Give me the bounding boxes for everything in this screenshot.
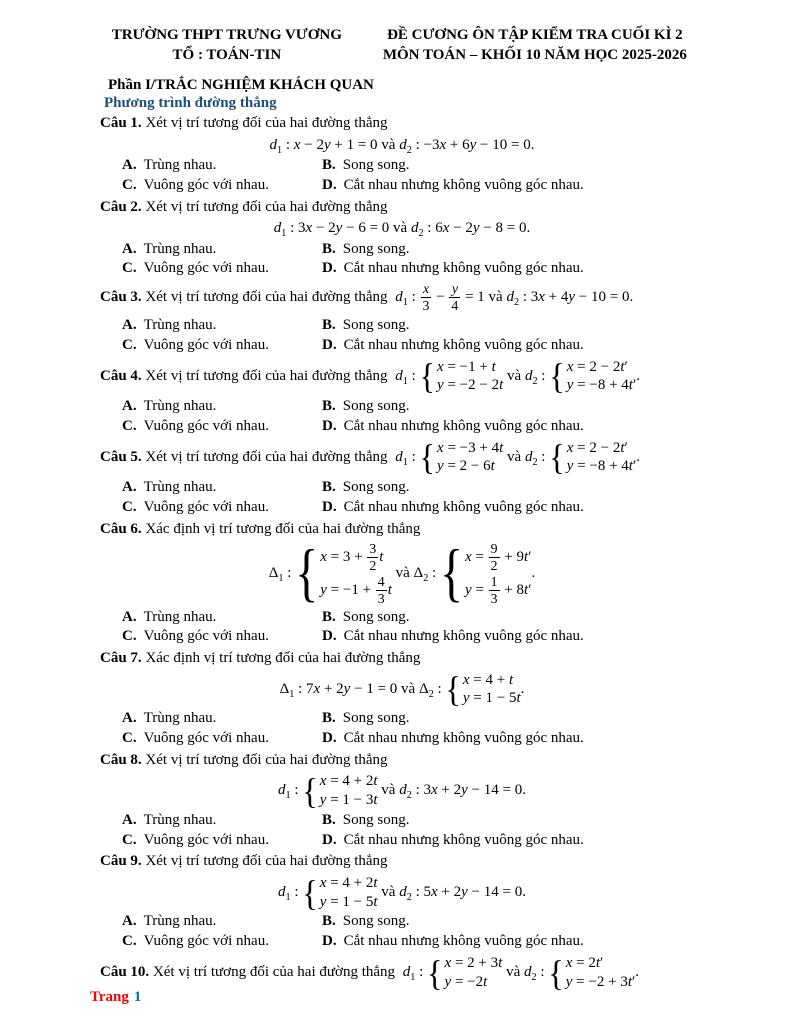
exam-title-line2: MÔN TOÁN – KHỐI 10 NĂM HỌC 2025-2026 (382, 46, 687, 63)
fraction: $\frac{x}{3}$ (422, 281, 430, 314)
question-4 (100, 358, 704, 437)
option-row (122, 240, 704, 260)
option-row (122, 627, 704, 647)
option-b: B. Song song. (322, 240, 410, 257)
equation-system: { x = 2 − 2t′ y = −8 + 4t′ (549, 437, 637, 478)
equation-system: { x = $\frac{9}{2}$ + 9t′ y = $\frac{1}{3}$ + 8t′ (439, 537, 532, 610)
option-a: A. Trùng nhau. (122, 157, 217, 173)
question-stem: Xét vị trí tương đối của hai đường thẳng (145, 115, 388, 131)
option-row (122, 709, 704, 729)
option-row (122, 498, 704, 518)
option-b: B. Song song. (322, 811, 410, 828)
option-c: C. Vuông góc với nhau. (122, 831, 269, 848)
option-a: A. Trùng nhau. (122, 913, 217, 930)
option-d: D. Cắt nhau nhưng không vuông góc nhau. (322, 417, 584, 434)
question-label: Câu 2. (100, 198, 142, 215)
school-name: TRƯỜNG THPT TRƯNG VƯƠNG (111, 27, 342, 43)
question-label: Câu 7. (100, 650, 142, 667)
option-row (122, 608, 704, 628)
question-label: Câu 8. (100, 751, 142, 768)
option-a: A. Trùng nhau. (122, 608, 217, 625)
option-row (122, 831, 704, 851)
question-options (100, 811, 704, 851)
option-row (122, 316, 704, 336)
question-options (100, 912, 704, 952)
option-row (122, 176, 704, 196)
question-math: $d_1$ : { x = 4 + 2t y = 1 − 3t và $d_2$ : 3x + 2y − 14 = 0. (278, 771, 526, 811)
question-stem: Xét vị trí tương đối của hai đường thẳng (145, 367, 388, 384)
question-6 (100, 520, 704, 648)
option-a: A. Trùng nhau. (122, 316, 217, 333)
equation-system: { x = −3 + 4t y = 2 − 6t (419, 437, 504, 478)
question-options (100, 709, 704, 749)
question-math: $d_1$ : { x = −1 + t y = −2 − 2t và $d_2$ : { x = 2 − 2t′ y = −8 + 4t′ . (395, 356, 640, 396)
option-c: C. Vuông góc với nhau. (122, 417, 269, 434)
option-b: B. Song song. (322, 398, 410, 414)
option-row (122, 729, 704, 749)
option-row (122, 478, 704, 498)
question-stem: Xét vị trí tương đối của hai đường thẳng (145, 448, 388, 465)
equation-system: { x = −1 + t y = −2 − 2t (419, 356, 504, 396)
equation-system: { x = 3 + $\frac{3}{2}$ t y = −1 + $\frac{4}{3}$ t (295, 537, 392, 610)
department-name: TỔ : TOÁN-TIN (172, 46, 282, 63)
question-10 (100, 954, 704, 992)
option-d: D. Cắt nhau nhưng không vuông góc nhau. (322, 831, 584, 848)
question-label: Câu 4. (100, 367, 142, 384)
question-math: $d_1$ : { x = −3 + 4t y = 2 − 6t và $d_2$ : { x = 2 − 2t′ y = −8 + 4t′ . (395, 437, 640, 478)
option-b: B. Song song. (322, 608, 410, 625)
question-label: Câu 3. (100, 288, 142, 305)
equation-system: { x = 2 + 3t y = −2t (427, 952, 503, 993)
question-label: Câu 1. (100, 115, 142, 131)
option-d: D. Cắt nhau nhưng không vuông góc nhau. (322, 933, 584, 950)
option-a: A. Trùng nhau. (122, 398, 217, 414)
question-label: Câu 6. (100, 520, 142, 537)
question-options (100, 478, 704, 518)
option-d: D. Cắt nhau nhưng không vuông góc nhau. (322, 176, 584, 193)
equation-system: { x = 4 + 2t y = 1 − 3t (302, 771, 378, 811)
question-stem: Xét vị trí tương đối của hai đường thẳng (145, 751, 388, 768)
question-options (100, 608, 704, 648)
question-label: Câu 9. (100, 853, 142, 870)
question-stem: Xác định vị trí tương đối của hai đường thẳng (145, 650, 421, 667)
topic-title: Phương trình đường thẳng (104, 95, 277, 111)
school-block (100, 26, 354, 65)
fraction: $\frac{1}{3}$ (490, 573, 498, 606)
brace-icon: { (439, 537, 464, 610)
option-d: D. Cắt nhau nhưng không vuông góc nhau. (322, 336, 584, 353)
brace-icon: { (419, 356, 436, 396)
option-c: C. Vuông góc với nhau. (122, 260, 269, 277)
question-1 (100, 114, 704, 196)
option-b: B. Song song. (322, 316, 410, 333)
option-b: B. Song song. (322, 479, 410, 496)
question-2 (100, 198, 704, 280)
option-a: A. Trùng nhau. (122, 479, 217, 496)
brace-icon: { (295, 537, 319, 610)
question-math: $\Delta_1$ : { x = 3 + $\frac{3}{2}$ t y = −1 + $\frac{4}{3}$ t và $\Delta_2$ : { x = $\frac{9}{2}$ + 9t′ y = $\frac{1}{3}$ + 8t′ . (268, 537, 536, 610)
option-d: D. Cắt nhau nhưng không vuông góc nhau. (322, 260, 584, 277)
option-d: D. Cắt nhau nhưng không vuông góc nhau. (322, 730, 584, 747)
question-8 (100, 751, 704, 851)
question-math: $d_1$ : 3x − 2y − 6 = 0 và $d_2$ : 6x − 2y − 8 = 0. (273, 220, 531, 240)
brace-icon: { (548, 952, 564, 993)
option-row (122, 417, 704, 437)
option-c: C. Vuông góc với nhau. (122, 336, 269, 353)
option-row (122, 259, 704, 279)
option-row (122, 156, 704, 176)
question-math: $d_1$ : x − 2y + 1 = 0 và $d_2$ : −3x + 6y − 10 = 0. (269, 136, 535, 156)
question-stem: Xét vị trí tương đối của hai đường thẳng (145, 288, 388, 305)
equation-system: { x = 2t′ y = −2 + 3t′ (548, 952, 636, 993)
option-a: A. Trùng nhau. (122, 240, 217, 257)
equation-system: { x = 4 + t y = 1 − 5t (445, 669, 521, 710)
page-word: Trang (90, 989, 129, 1005)
option-c: C. Vuông góc với nhau. (122, 730, 269, 747)
brace-icon: { (427, 952, 443, 993)
brace-icon: { (302, 771, 318, 811)
option-d: D. Cắt nhau nhưng không vuông góc nhau. (322, 628, 584, 645)
option-d: D. Cắt nhau nhưng không vuông góc nhau. (322, 498, 584, 515)
question-stem: Xác định vị trí tương đối của hai đường thẳng (145, 520, 421, 537)
equation-system: { x = 4 + 2t y = 1 − 5t (302, 872, 378, 913)
question-options (100, 316, 704, 356)
equation-system: { x = 2 − 2t′ y = −8 + 4t′ (549, 356, 637, 396)
question-stem: Xét vị trí tương đối của hai đường thẳng (145, 198, 388, 215)
question-options (100, 397, 704, 437)
option-row (122, 336, 704, 356)
question-7 (100, 649, 704, 749)
question-stem: Xét vị trí tương đối của hai đường thẳng (145, 853, 388, 870)
question-5 (100, 439, 704, 518)
brace-icon: { (549, 437, 565, 478)
question-math: $d_1$ : { x = 4 + 2t y = 1 − 5t và $d_2$ : 5x + 2y − 14 = 0. (278, 872, 526, 913)
option-row (122, 397, 704, 417)
option-row (122, 811, 704, 831)
option-b: B. Song song. (322, 157, 410, 173)
option-b: B. Song song. (322, 913, 410, 930)
question-math: $\Delta_1$ : 7x + 2y − 1 = 0 và $\Delta_2$ : { x = 4 + t y = 1 − 5t . (279, 669, 525, 710)
question-9 (100, 852, 704, 952)
brace-icon: { (419, 437, 436, 478)
option-c: C. Vuông góc với nhau. (122, 628, 269, 645)
question-3 (100, 281, 704, 355)
question-options (100, 156, 704, 196)
fraction: $\frac{3}{2}$ (369, 541, 377, 574)
question-options (100, 240, 704, 280)
option-a: A. Trùng nhau. (122, 811, 217, 828)
fraction: $\frac{y}{4}$ (451, 281, 459, 314)
fraction: $\frac{4}{3}$ (377, 573, 385, 606)
option-row (122, 912, 704, 932)
question-label: Câu 5. (100, 448, 142, 465)
option-c: C. Vuông góc với nhau. (122, 176, 269, 193)
option-c: C. Vuông góc với nhau. (122, 498, 269, 515)
option-c: C. Vuông góc với nhau. (122, 933, 269, 950)
page-number: 1 (133, 989, 142, 1005)
option-b: B. Song song. (322, 710, 410, 727)
exam-title-block (366, 26, 704, 65)
exam-title-line1: ĐỀ CƯƠNG ÔN TẬP KIỂM TRA CUỐI KÌ 2 (387, 27, 683, 43)
brace-icon: { (549, 356, 565, 396)
question-math: $d_1$ : { x = 2 + 3t y = −2t và $d_2$ : { x = 2t′ y = −2 + 3t′ . (402, 952, 640, 993)
option-row (122, 932, 704, 952)
question-math: $d_1$ : $\frac{x}{3}$ − $\frac{y}{4}$ = 1 và $d_2$ : 3x + 4y − 10 = 0. (395, 281, 634, 314)
document-header (100, 26, 704, 65)
brace-icon: { (302, 872, 318, 913)
question-stem: Xét vị trí tương đối của hai đường thẳng (152, 964, 396, 981)
page-footer (90, 989, 141, 1006)
part-title: Phần I/TRẮC NGHIỆM KHÁCH QUAN (108, 77, 374, 93)
option-a: A. Trùng nhau. (122, 710, 217, 727)
fraction: $\frac{9}{2}$ (490, 541, 498, 574)
brace-icon: { (445, 669, 461, 710)
question-label: Câu 10. (100, 964, 150, 981)
